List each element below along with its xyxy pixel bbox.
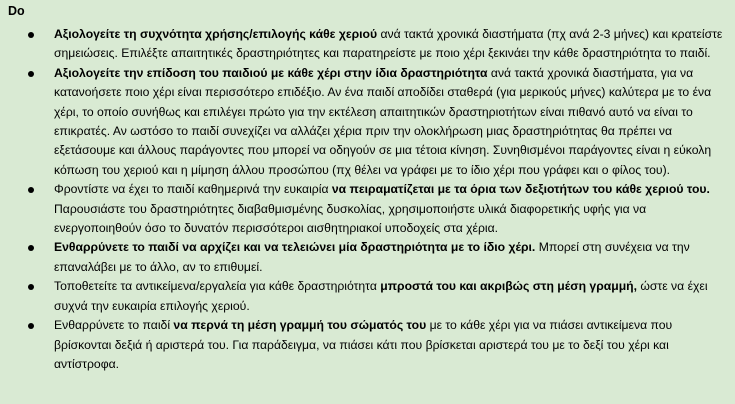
list-item [8, 277, 725, 316]
bullet-icon [28, 187, 34, 193]
item-text-bold: να πειραματίζεται με τα όρια των δεξιοτήτων του κάθε χεριού του. [331, 182, 710, 197]
item-text-bold: να περνά τη μέση γραμμή του σώματός του [173, 318, 427, 333]
item-text: Τοποθετείτε τα αντικείμενα/εργαλεία για κάθε δραστηριότητα [54, 279, 381, 294]
item-text: Φροντίστε να έχει το παιδί καθημερινά την ευκαιρία [54, 182, 332, 197]
item-text: ώστε να έχει συχνά την ευκαιρία επιλογής χεριού. [54, 279, 708, 313]
section-heading: Do [8, 4, 25, 18]
item-text: με το κάθε χέρι για να πιάσει αντικείμενα που βρίσκονται δεξιά ή αριστερά του. Για παράδειγμα, να πιάσει κάτι που βρίσκεται αριστερά του με το δεξί του χέρι και αντίστροφα. [54, 318, 673, 371]
list-item [8, 316, 725, 374]
list-item [8, 25, 725, 64]
item-text: Ενθαρρύνετε το παιδί [54, 318, 174, 333]
item-text: Μπορεί στη συνέχεια να την επαναλάβει με το άλλο, αν το επιθυμεί. [54, 240, 690, 274]
list-item [8, 238, 725, 277]
bullet-icon [28, 71, 34, 77]
bullet-icon [28, 323, 34, 329]
list-item [8, 180, 725, 238]
item-text: ανά τακτά χρονικά διαστήματα (πχ ανά 2-3 μήνες) και κρατείστε σημειώσεις. Επιλέξτε απαιτητικές δραστηριότητες και παρατηρείστε με ποιο χέρι ξεκινάει την κάθε δραστηριότητα το παιδί. [54, 27, 723, 61]
item-text: ανά τακτά χρονικά διαστήματα, για να κατανοήσετε ποιο χέρι είναι περισσότερο επιδέξιο. Αν ένα παιδί αποδίδει σταθερά (για μερικούς μήνες) καλύτερα με το ένα χέρι, το οποίο συνήθως και επιλέγει πρώτο για την εκτέλεση απαιτητικών δραστηριοτήτων είναι πιθανό αυτό να είναι το επικρατές. Αν ωστόσο το παιδί συνεχίζει να αλλάζει χέρια πριν την ολοκλήρωση μιας δραστηριότητας θα πρέπει να εξετάσουμε και άλλους παράγοντες που μπορεί να οδηγούν σε μια τέτοια κίνηση. Συνηθισμένοι παράγοντες είναι η εύκολη κόπωση του χεριού και η μίμηση άλλου προσώπου (πχ θέλει να γράφει με το ίδιο χέρι που γράφει και ο φίλος του). [54, 65, 712, 177]
bullet-icon [28, 32, 34, 38]
item-text-bold: μπροστά του και ακριβώς στη μέση γραμμή, [380, 279, 637, 294]
item-text-bold: Αξιολογείτε την επίδοση του παιδιού με κάθε χέρι στην ίδια δραστηριότητα [54, 65, 488, 80]
list-item [8, 64, 725, 180]
item-text-bold: Ενθαρρύνετε το παιδί να αρχίζει και να τελειώνει μία δραστηριότητα με το ίδιο χέρι. [54, 240, 536, 255]
bullet-icon [28, 245, 34, 251]
bullet-icon [28, 284, 34, 290]
item-text-bold: Αξιολογείτε τη συχνότητα χρήσης/επιλογής κάθε χεριού [54, 27, 378, 41]
item-text: Παρουσιάστε του δραστηριότητες διαβαθμισμένης δυσκολίας, χρησιμοποιήστε υλικά διαφορετικής υφής για να ενεργοποιηθούν όσο το δυνατόν περισσότεροι αισθητηριακοί υποδοχείς στα χέρια. [54, 201, 647, 236]
bullet-list [8, 25, 725, 374]
